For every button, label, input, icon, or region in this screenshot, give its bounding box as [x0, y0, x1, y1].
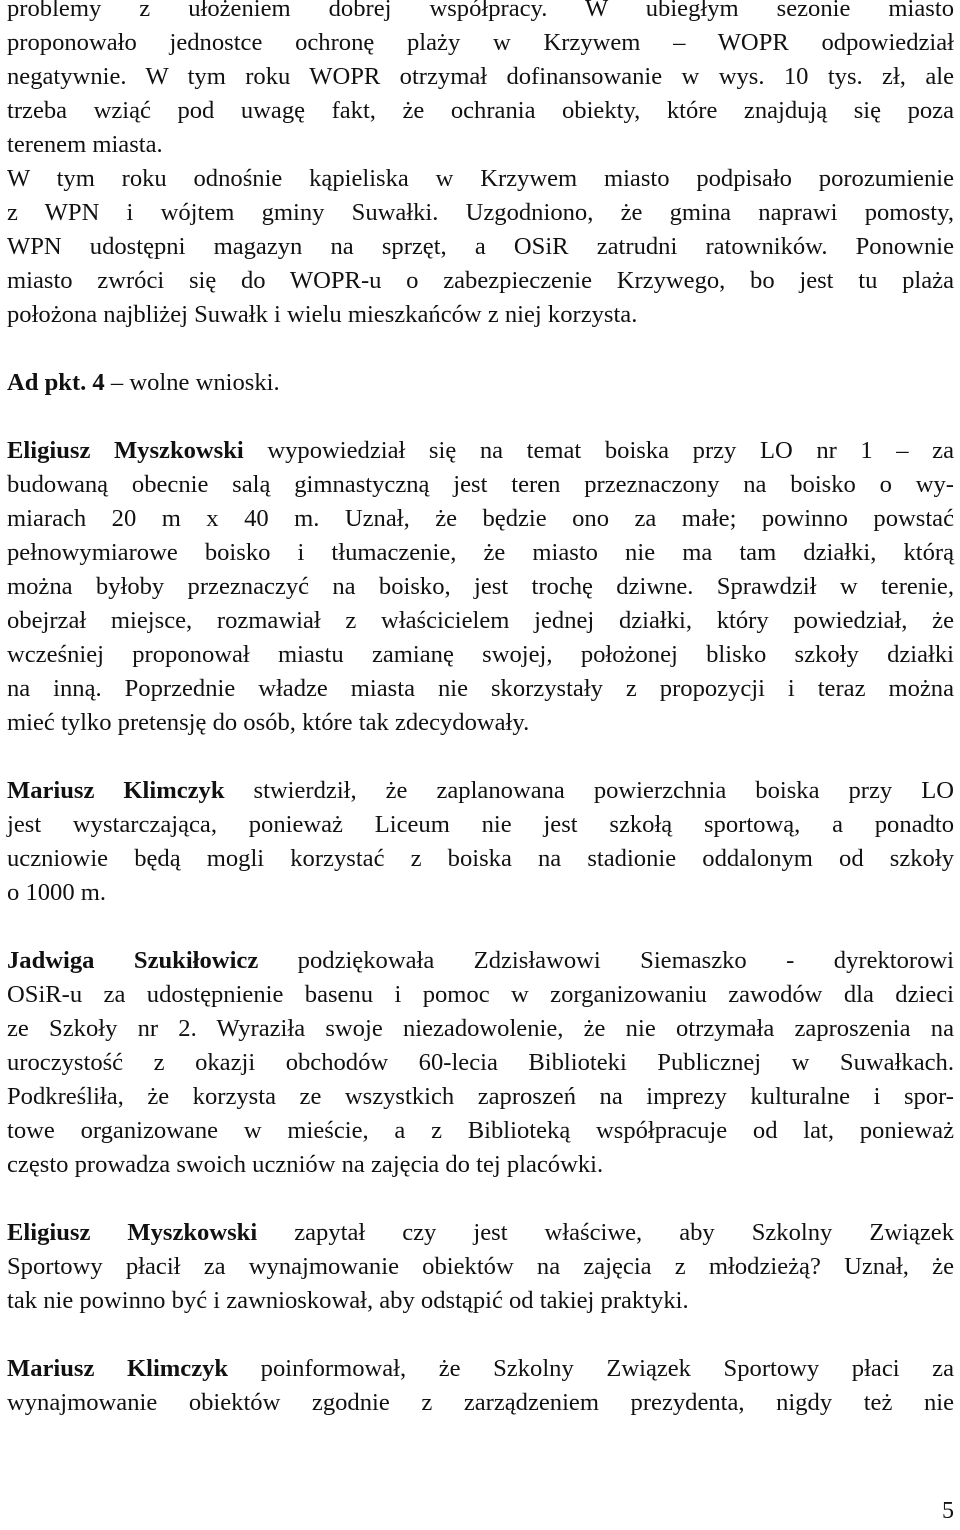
paragraph-kapielisko [7, 162, 954, 332]
text-span: poinformował, że Szkolny Związek Sportowy płaci za [228, 1355, 954, 1382]
text-line: na inną. Poprzednie władze miasta nie skorzystały z propozycji i teraz można [7, 675, 954, 702]
text-span: stwierdził, że zaplanowana powierzchnia boiska przy LO [224, 777, 954, 804]
text-line: OSiR-u za udostępnienie basenu i pomoc w zorganizowaniu zawodów dla dzieci [7, 981, 954, 1008]
text-line: problemy z ułożeniem dobrej współpracy. W ubiegłym sezonie miasto [7, 0, 954, 22]
text-line: wcześniej proponował miastu zamianę swojej, położonej blisko szkoły działki [7, 641, 954, 668]
text-line: z WPN i wójtem gminy Suwałki. Uzgodniono, że gmina naprawi pomosty, [7, 199, 954, 226]
text-span: podziękowała Zdzisławowi Siemaszko - dyrektorowi [258, 947, 954, 974]
paragraph-myszkowski-szs [7, 1216, 954, 1318]
paragraph-myszkowski-boisko [7, 434, 954, 740]
text-line [7, 434, 954, 468]
text-line: Podkreśliła, że korzysta ze wszystkich zaproszeń na imprezy kulturalne i spor- [7, 1083, 954, 1110]
text-line: Sportowy płacił za wynajmowanie obiektów na zajęcia z młodzieżą? Uznał, że [7, 1253, 954, 1280]
text-line: miarach 20 m x 40 m. Uznał, że będzie ono za małe; powinno powstać [7, 505, 954, 532]
text-line: pełnowymiarowe boisko i tłumaczenie, że miasto nie ma tam działki, którą [7, 539, 954, 566]
text-line: uczniowie będą mogli korzystać z boiska na stadionie oddalonym od szkoły [7, 845, 954, 872]
text-line: budowaną obecnie salą gimnastyczną jest teren przeznaczony na boisko o wy- [7, 471, 954, 498]
text-line: położona najbliżej Suwałk i wielu mieszkańców z niej korzysta. [7, 301, 638, 328]
text-line: często prowadza swoich uczniów na zajęcia do tej placówki. [7, 1151, 604, 1178]
text-line: można byłoby przeznaczyć na boisko, jest trochę dziwne. Sprawdził w terenie, [7, 573, 954, 600]
paragraph-szukilowicz [7, 944, 954, 1182]
text-line: towe organizowane w mieście, a z Biblioteką współpracuje od lat, ponieważ [7, 1117, 954, 1144]
speaker-name: Eligiusz Myszkowski [7, 1219, 258, 1246]
text-line: wynajmowanie obiektów zgodnie z zarządzeniem prezydenta, nigdy też nie [7, 1389, 954, 1416]
text-span: zapytał czy jest właściwe, aby Szkolny Związek [257, 1219, 954, 1246]
speaker-name: Mariusz Klimczyk [7, 777, 225, 804]
text-line: terenem miasta. [7, 131, 163, 158]
text-line: jest wystarczająca, ponieważ Liceum nie jest szkołą sportową, a ponadto [7, 811, 954, 838]
text-line: W tym roku odnośnie kąpieliska w Krzywem miasto podpisało porozumienie [7, 165, 954, 192]
text-line: mieć tylko pretensję do osób, które tak zdecydowały. [7, 709, 530, 736]
document-page [7, 0, 954, 1420]
text-line [7, 1216, 954, 1250]
speaker-name: Mariusz Klimczyk [7, 1355, 229, 1382]
text-line: ze Szkoły nr 2. Wyraziła swoje niezadowolenie, że nie otrzymała zaproszenia na [7, 1015, 954, 1042]
text-line: trzeba wziąć pod uwagę fakt, że ochrania obiekty, które znajdują się poza [7, 97, 954, 124]
text-line: miasto zwróci się do WOPR-u o zabezpieczenie Krzywego, bo jest tu plaża [7, 267, 954, 294]
speaker-name: Jadwiga Szukiłowicz [7, 947, 259, 974]
page-number: 5 [942, 1498, 954, 1524]
text-line [7, 1352, 954, 1386]
paragraph-klimczyk-boisko [7, 774, 954, 910]
text-line: proponowało jednostce ochronę plaży w Krzywem – WOPR odpowiedział [7, 29, 954, 56]
text-span: wypowiedział się na temat boiska przy LO nr 1 – za [243, 437, 955, 464]
paragraph-wopr [7, 0, 954, 162]
text-line: o 1000 m. [7, 879, 107, 906]
text-line [7, 774, 954, 808]
text-line: negatywnie. W tym roku WOPR otrzymał dofinansowanie w wys. 10 tys. zł, ale [7, 63, 954, 90]
heading-label: Ad pkt. 4 [7, 369, 105, 396]
text-line [7, 944, 954, 978]
section-heading [7, 366, 954, 400]
text-line: tak nie powinno być i zawnioskował, aby odstąpić od takiej praktyki. [7, 1287, 689, 1314]
text-line: obejrzał miejsce, rozmawiał z właścicielem jednej działki, który powiedział, że [7, 607, 954, 634]
text-line: uroczystość z okazji obchodów 60-lecia Biblioteki Publicznej w Suwałkach. [7, 1049, 954, 1076]
speaker-name: Eligiusz Myszkowski [7, 437, 244, 464]
heading-text: – wolne wnioski. [104, 369, 280, 396]
text-line: WPN udostępni magazyn na sprzęt, a OSiR zatrudni ratowników. Ponownie [7, 233, 954, 260]
paragraph-klimczyk-szs [7, 1352, 954, 1420]
